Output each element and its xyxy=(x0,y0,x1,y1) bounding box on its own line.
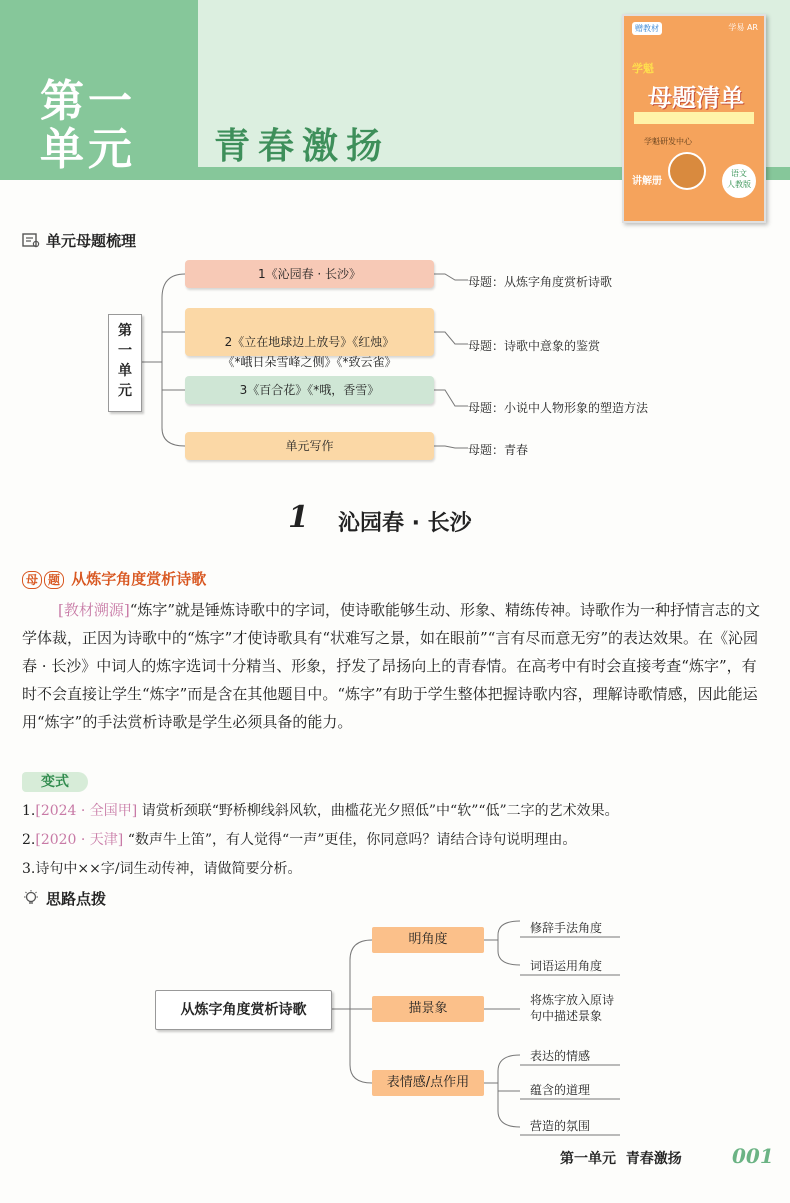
guide-leaf: 修辞手法角度 xyxy=(530,921,603,935)
question-number: 3. xyxy=(22,861,36,877)
mindmap-note-4: 母题：青春 xyxy=(468,443,529,457)
lesson-title: 沁园春 · 长沙 xyxy=(338,511,472,536)
mother-topic-heading xyxy=(22,568,206,589)
guide-leaf: 营造的氛围 xyxy=(530,1119,591,1133)
guide-leaf: 蕴含的道理 xyxy=(530,1083,591,1097)
book-stripe xyxy=(634,112,754,124)
branch-label: 3《百合花》《*哦，香雪》 xyxy=(239,383,380,397)
variant-question-2 xyxy=(22,829,576,851)
lightbulb-icon xyxy=(22,889,40,911)
guide-node-3 xyxy=(372,1070,484,1096)
paragraph-text: “炼字”就是锤炼诗歌中的字词，使诗歌能够生动、形象、精练传神。诗歌作为一种抒情言志的文学体裁，正因为诗歌中的“炼字”才使诗歌具有“状难写之景，如在眼前”“言有尽而意无穷”的表达效果。在《沁园春 · 长沙》中词人的炼字选词十分精当、形象，抒发了昂扬向上的青春情。在高考中有时会直接考查“炼字”，有时不会直接让学生“炼字”而是含在其他题目中。“炼字”有助于学生整体把握诗歌内容，理解诗歌情感，因此能运用“炼字”的手法赏析诗歌是学生必须具备的能力。 xyxy=(22,601,761,731)
unit-number-line2: 单元 xyxy=(40,124,136,175)
mindmap-root xyxy=(108,314,142,412)
source-tag: [教材溯源] xyxy=(58,601,130,619)
variant-question-1 xyxy=(22,800,619,822)
unit-number-line1: 第一 xyxy=(40,76,136,127)
book-tag-left: 赠教材 xyxy=(632,22,662,35)
guide-leaf: 词语运用角度 xyxy=(530,959,603,973)
guide-node-2 xyxy=(372,996,484,1022)
book-edition: 讲解册 xyxy=(632,176,662,187)
guide-root xyxy=(155,990,332,1030)
guide-node-label: 描景象 xyxy=(408,1001,448,1016)
question-text: 诗句中××字/词生动传神，请做简要分析。 xyxy=(35,861,302,877)
question-text: “数声牛上笛”，有人觉得“一声”更佳，你同意吗？请结合诗句说明理由。 xyxy=(127,832,577,848)
badge-edition: 人教版 xyxy=(727,180,751,189)
variant-question-3 xyxy=(22,858,302,880)
section-heading-overview xyxy=(22,230,136,252)
book-tag-right: 学易 AR xyxy=(728,23,758,32)
mother-topic-title: 从炼字角度赏析诗歌 xyxy=(71,570,207,588)
book-title: 母题清单 xyxy=(648,84,744,112)
page-footer xyxy=(560,1148,682,1168)
mother-topic-paragraph xyxy=(22,596,770,736)
guide-node-1 xyxy=(372,927,484,953)
book-subject-badge xyxy=(722,164,756,198)
cat-mascot-icon xyxy=(668,152,706,190)
topic-badge-2: 题 xyxy=(44,571,64,589)
book-cover-image xyxy=(622,14,766,223)
unit-title: 青春激扬 xyxy=(214,125,391,167)
branch-label: 2《立在地球边上放号》《红烛》 《*峨日朵雪峰之侧》《*致云雀》 xyxy=(222,335,397,369)
unit-number xyxy=(40,78,200,174)
question-text: 请赏析颈联“野桥柳线斜风软，曲槛花光夕照低”中“软”“低”二字的艺术效果。 xyxy=(141,803,619,819)
question-source-tag: [2024 · 全国甲] xyxy=(35,803,138,819)
question-number: 2. xyxy=(22,832,36,848)
question-number: 1. xyxy=(22,803,36,819)
guide-node-label: 明角度 xyxy=(408,932,448,947)
badge-subject: 语文 xyxy=(731,169,747,178)
mindmap-note-2: 母题：诗歌中意象的鉴赏 xyxy=(468,339,601,353)
lesson-number: 1 xyxy=(288,500,309,535)
guide-leaf: 表达的情感 xyxy=(530,1049,591,1063)
footer-unit: 第一单元 xyxy=(560,1151,616,1167)
section-title: 单元母题梳理 xyxy=(46,232,137,250)
topic-badge-1: 母 xyxy=(22,571,42,589)
variant-label: 变式 xyxy=(41,774,69,790)
list-icon xyxy=(22,232,40,252)
mindmap-branch-3 xyxy=(185,376,434,404)
guide-leaf: 将炼字放入原诗 句中描述景象 xyxy=(530,993,615,1023)
book-publisher: 学魁研发中心 xyxy=(644,137,692,146)
section-title: 思路点拨 xyxy=(46,890,107,908)
branch-label: 1《沁园春 · 长沙》 xyxy=(257,267,362,281)
mindmap-note-3: 母题：小说中人物形象的塑造方法 xyxy=(468,401,649,415)
guide-root-label: 从炼字角度赏析诗歌 xyxy=(180,1002,307,1018)
mindmap-branch-2 xyxy=(185,308,434,369)
footer-theme: 青春激扬 xyxy=(625,1151,682,1167)
book-brand: 学魁 xyxy=(632,62,654,75)
section-heading-guide xyxy=(22,888,106,911)
variant-label-tag xyxy=(22,772,88,792)
guide-node-label: 表情感/点作用 xyxy=(386,1075,470,1090)
page-number: 001 xyxy=(732,1144,774,1168)
mindmap-root-label: 第一单元 xyxy=(118,323,132,399)
mindmap-branch-4 xyxy=(185,432,434,460)
mindmap-note-1: 母题：从炼字角度赏析诗歌 xyxy=(468,275,613,289)
branch-label: 单元写作 xyxy=(285,439,334,453)
mindmap-branch-1 xyxy=(185,260,434,288)
question-source-tag: [2020 · 天津] xyxy=(35,832,124,848)
